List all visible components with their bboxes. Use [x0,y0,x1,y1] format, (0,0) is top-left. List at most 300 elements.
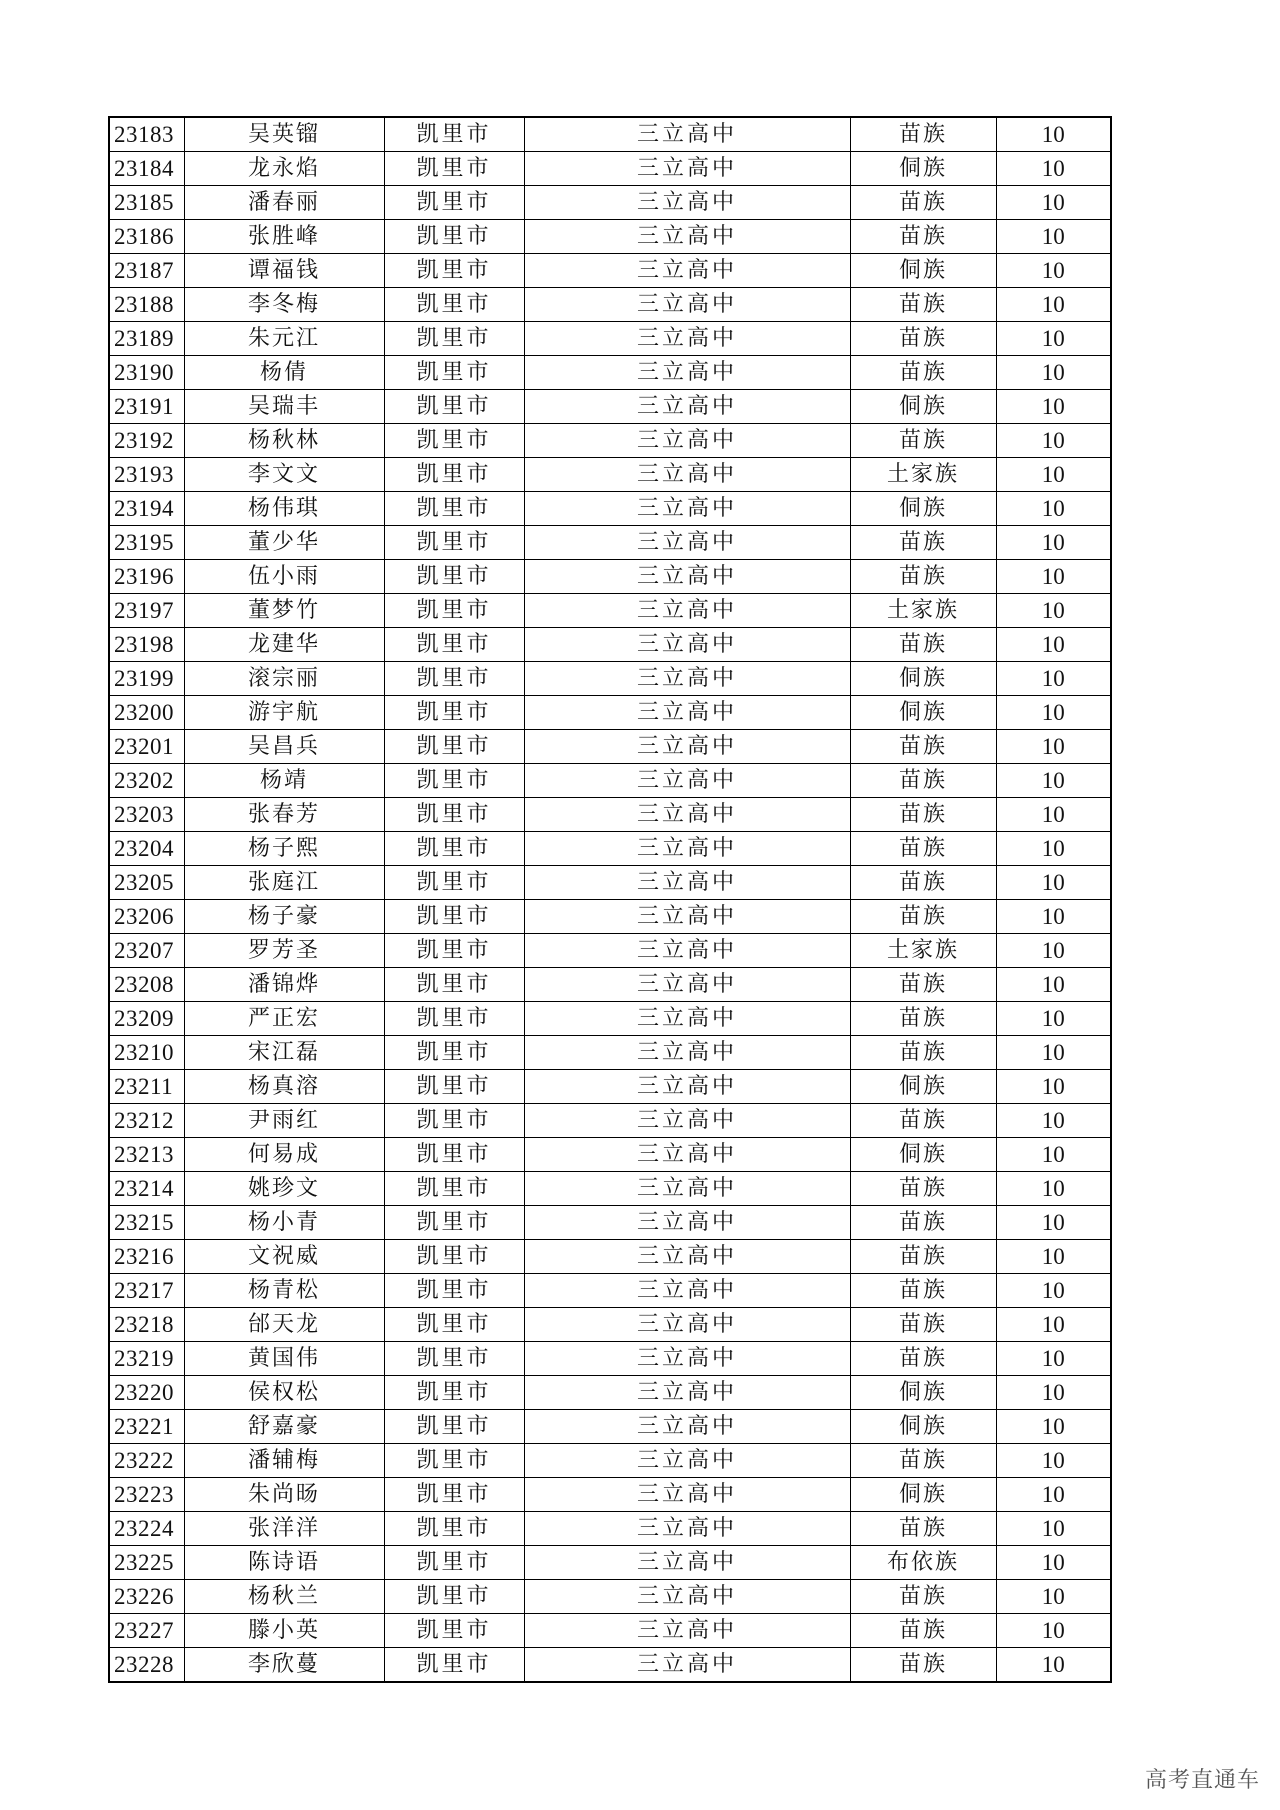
cell-city: 凯里市 [384,1104,524,1138]
cell-score: 10 [996,1410,1111,1444]
cell-id: 23221 [109,1410,184,1444]
cell-school: 三立高中 [524,1648,850,1683]
cell-id: 23208 [109,968,184,1002]
cell-city: 凯里市 [384,254,524,288]
cell-score: 10 [996,152,1111,186]
cell-score: 10 [996,968,1111,1002]
cell-score: 10 [996,424,1111,458]
table-row [109,594,1111,628]
cell-name: 张胜峰 [184,220,384,254]
cell-ethnicity: 苗族 [850,866,996,900]
cell-school: 三立高中 [524,1002,850,1036]
cell-id: 23192 [109,424,184,458]
cell-ethnicity: 苗族 [850,117,996,152]
cell-city: 凯里市 [384,492,524,526]
cell-school: 三立高中 [524,1546,850,1580]
cell-score: 10 [996,1648,1111,1683]
cell-school: 三立高中 [524,356,850,390]
cell-city: 凯里市 [384,1580,524,1614]
table-row [109,730,1111,764]
cell-school: 三立高中 [524,424,850,458]
table-row [109,288,1111,322]
cell-id: 23227 [109,1614,184,1648]
table-row [109,458,1111,492]
cell-name: 罗芳圣 [184,934,384,968]
table-row [109,1376,1111,1410]
cell-ethnicity: 苗族 [850,1104,996,1138]
cell-school: 三立高中 [524,390,850,424]
table-row [109,1240,1111,1274]
cell-name: 李文文 [184,458,384,492]
cell-school: 三立高中 [524,900,850,934]
cell-id: 23216 [109,1240,184,1274]
cell-score: 10 [996,288,1111,322]
cell-score: 10 [996,730,1111,764]
cell-name: 滕小英 [184,1614,384,1648]
table-row [109,1036,1111,1070]
cell-name: 杨靖 [184,764,384,798]
table-row [109,390,1111,424]
table-row [109,1070,1111,1104]
cell-school: 三立高中 [524,1410,850,1444]
cell-school: 三立高中 [524,492,850,526]
cell-score: 10 [996,628,1111,662]
cell-school: 三立高中 [524,560,850,594]
cell-ethnicity: 苗族 [850,628,996,662]
cell-name: 朱尚旸 [184,1478,384,1512]
cell-ethnicity: 侗族 [850,152,996,186]
table-row [109,1614,1111,1648]
cell-name: 伍小雨 [184,560,384,594]
cell-ethnicity: 侗族 [850,1070,996,1104]
cell-school: 三立高中 [524,1478,850,1512]
table-row [109,1580,1111,1614]
cell-school: 三立高中 [524,1274,850,1308]
cell-school: 三立高中 [524,254,850,288]
cell-school: 三立高中 [524,288,850,322]
cell-ethnicity: 苗族 [850,900,996,934]
cell-id: 23198 [109,628,184,662]
table-row [109,1002,1111,1036]
cell-score: 10 [996,322,1111,356]
table-row [109,628,1111,662]
table-row [109,696,1111,730]
cell-ethnicity: 土家族 [850,934,996,968]
cell-ethnicity: 苗族 [850,220,996,254]
cell-school: 三立高中 [524,117,850,152]
table-row [109,117,1111,152]
cell-school: 三立高中 [524,1308,850,1342]
cell-name: 游宇航 [184,696,384,730]
cell-city: 凯里市 [384,1002,524,1036]
cell-school: 三立高中 [524,832,850,866]
table-row [109,1104,1111,1138]
cell-city: 凯里市 [384,764,524,798]
cell-id: 23209 [109,1002,184,1036]
table-row [109,1478,1111,1512]
table-row [109,968,1111,1002]
cell-name: 杨倩 [184,356,384,390]
cell-score: 10 [996,1002,1111,1036]
cell-id: 23206 [109,900,184,934]
cell-name: 杨青松 [184,1274,384,1308]
cell-name: 何易成 [184,1138,384,1172]
cell-score: 10 [996,356,1111,390]
cell-score: 10 [996,1070,1111,1104]
cell-school: 三立高中 [524,1614,850,1648]
cell-school: 三立高中 [524,1070,850,1104]
cell-ethnicity: 侗族 [850,1410,996,1444]
cell-city: 凯里市 [384,1478,524,1512]
cell-city: 凯里市 [384,1410,524,1444]
cell-school: 三立高中 [524,1036,850,1070]
cell-ethnicity: 苗族 [850,1002,996,1036]
cell-score: 10 [996,764,1111,798]
cell-score: 10 [996,1614,1111,1648]
cell-school: 三立高中 [524,1444,850,1478]
cell-ethnicity: 侗族 [850,1138,996,1172]
cell-city: 凯里市 [384,1546,524,1580]
cell-name: 文祝威 [184,1240,384,1274]
cell-score: 10 [996,1036,1111,1070]
cell-id: 23210 [109,1036,184,1070]
cell-city: 凯里市 [384,152,524,186]
cell-name: 李冬梅 [184,288,384,322]
cell-city: 凯里市 [384,832,524,866]
table-row [109,900,1111,934]
cell-city: 凯里市 [384,560,524,594]
cell-ethnicity: 苗族 [850,764,996,798]
cell-name: 陈诗语 [184,1546,384,1580]
cell-score: 10 [996,696,1111,730]
cell-name: 张洋洋 [184,1512,384,1546]
cell-city: 凯里市 [384,322,524,356]
cell-ethnicity: 苗族 [850,968,996,1002]
cell-score: 10 [996,934,1111,968]
cell-city: 凯里市 [384,934,524,968]
table-row [109,526,1111,560]
cell-id: 23204 [109,832,184,866]
cell-id: 23205 [109,866,184,900]
cell-city: 凯里市 [384,594,524,628]
cell-score: 10 [996,832,1111,866]
cell-score: 10 [996,1444,1111,1478]
cell-id: 23202 [109,764,184,798]
cell-score: 10 [996,1376,1111,1410]
cell-school: 三立高中 [524,1342,850,1376]
cell-city: 凯里市 [384,1070,524,1104]
cell-score: 10 [996,1138,1111,1172]
cell-ethnicity: 苗族 [850,798,996,832]
table-row [109,1546,1111,1580]
table-row [109,424,1111,458]
cell-score: 10 [996,220,1111,254]
cell-score: 10 [996,1240,1111,1274]
cell-score: 10 [996,186,1111,220]
table-row [109,186,1111,220]
table-row [109,1308,1111,1342]
table-row [109,832,1111,866]
cell-id: 23196 [109,560,184,594]
cell-id: 23225 [109,1546,184,1580]
cell-ethnicity: 苗族 [850,1172,996,1206]
cell-name: 侯权松 [184,1376,384,1410]
cell-school: 三立高中 [524,152,850,186]
cell-id: 23219 [109,1342,184,1376]
table-row [109,1648,1111,1683]
cell-name: 龙建华 [184,628,384,662]
cell-name: 舒嘉豪 [184,1410,384,1444]
table-row [109,798,1111,832]
cell-name: 潘辅梅 [184,1444,384,1478]
cell-score: 10 [996,662,1111,696]
cell-city: 凯里市 [384,730,524,764]
table-row [109,492,1111,526]
cell-school: 三立高中 [524,730,850,764]
cell-score: 10 [996,254,1111,288]
cell-score: 10 [996,798,1111,832]
cell-ethnicity: 土家族 [850,594,996,628]
cell-id: 23213 [109,1138,184,1172]
cell-school: 三立高中 [524,798,850,832]
cell-id: 23190 [109,356,184,390]
cell-name: 潘春丽 [184,186,384,220]
cell-name: 杨真溶 [184,1070,384,1104]
table-row [109,764,1111,798]
cell-id: 23187 [109,254,184,288]
cell-school: 三立高中 [524,594,850,628]
cell-ethnicity: 苗族 [850,1206,996,1240]
cell-ethnicity: 侗族 [850,254,996,288]
cell-id: 23183 [109,117,184,152]
table-row [109,866,1111,900]
cell-name: 杨伟琪 [184,492,384,526]
table-row [109,662,1111,696]
cell-city: 凯里市 [384,662,524,696]
cell-city: 凯里市 [384,1138,524,1172]
cell-id: 23215 [109,1206,184,1240]
cell-id: 23220 [109,1376,184,1410]
cell-ethnicity: 苗族 [850,186,996,220]
cell-city: 凯里市 [384,798,524,832]
cell-ethnicity: 苗族 [850,1240,996,1274]
table-row [109,220,1111,254]
cell-id: 23186 [109,220,184,254]
cell-city: 凯里市 [384,1444,524,1478]
cell-name: 黄国伟 [184,1342,384,1376]
cell-school: 三立高中 [524,968,850,1002]
cell-id: 23200 [109,696,184,730]
cell-id: 23189 [109,322,184,356]
cell-city: 凯里市 [384,288,524,322]
table-row [109,1342,1111,1376]
cell-ethnicity: 苗族 [850,1274,996,1308]
cell-city: 凯里市 [384,1172,524,1206]
cell-id: 23214 [109,1172,184,1206]
cell-id: 23228 [109,1648,184,1683]
cell-name: 宋江磊 [184,1036,384,1070]
cell-name: 尹雨红 [184,1104,384,1138]
cell-id: 23193 [109,458,184,492]
cell-score: 10 [996,1512,1111,1546]
cell-city: 凯里市 [384,117,524,152]
table-row [109,1274,1111,1308]
table-row [109,1206,1111,1240]
cell-name: 吴昌兵 [184,730,384,764]
cell-score: 10 [996,1104,1111,1138]
table-row [109,1172,1111,1206]
table-row [109,1138,1111,1172]
cell-ethnicity: 苗族 [850,832,996,866]
cell-city: 凯里市 [384,1614,524,1648]
watermark-text: 高考直通车 [1144,1768,1260,1793]
cell-school: 三立高中 [524,1240,850,1274]
cell-city: 凯里市 [384,390,524,424]
cell-ethnicity: 苗族 [850,288,996,322]
table-row [109,934,1111,968]
cell-score: 10 [996,1478,1111,1512]
cell-ethnicity: 苗族 [850,1580,996,1614]
cell-city: 凯里市 [384,696,524,730]
cell-city: 凯里市 [384,526,524,560]
cell-score: 10 [996,1308,1111,1342]
cell-school: 三立高中 [524,764,850,798]
cell-score: 10 [996,390,1111,424]
cell-ethnicity: 苗族 [850,1512,996,1546]
cell-id: 23207 [109,934,184,968]
cell-ethnicity: 苗族 [850,1308,996,1342]
cell-id: 23199 [109,662,184,696]
cell-name: 杨子熙 [184,832,384,866]
cell-score: 10 [996,900,1111,934]
cell-city: 凯里市 [384,1308,524,1342]
cell-school: 三立高中 [524,1512,850,1546]
cell-score: 10 [996,1546,1111,1580]
cell-name: 杨秋林 [184,424,384,458]
cell-name: 杨小青 [184,1206,384,1240]
cell-ethnicity: 侗族 [850,696,996,730]
table-row [109,1444,1111,1478]
cell-ethnicity: 苗族 [850,1614,996,1648]
cell-school: 三立高中 [524,696,850,730]
cell-ethnicity: 苗族 [850,1342,996,1376]
cell-id: 23191 [109,390,184,424]
cell-name: 滚宗丽 [184,662,384,696]
cell-school: 三立高中 [524,322,850,356]
cell-school: 三立高中 [524,934,850,968]
cell-ethnicity: 苗族 [850,1036,996,1070]
cell-id: 23212 [109,1104,184,1138]
cell-id: 23218 [109,1308,184,1342]
roster-body [109,117,1111,1682]
cell-name: 谭福钱 [184,254,384,288]
cell-city: 凯里市 [384,356,524,390]
cell-name: 张庭江 [184,866,384,900]
cell-city: 凯里市 [384,186,524,220]
cell-school: 三立高中 [524,866,850,900]
cell-ethnicity: 侗族 [850,492,996,526]
cell-id: 23184 [109,152,184,186]
cell-school: 三立高中 [524,1104,850,1138]
cell-ethnicity: 苗族 [850,1444,996,1478]
cell-ethnicity: 苗族 [850,424,996,458]
cell-ethnicity: 苗族 [850,526,996,560]
cell-name: 杨秋兰 [184,1580,384,1614]
table-row [109,356,1111,390]
cell-city: 凯里市 [384,458,524,492]
cell-name: 严正宏 [184,1002,384,1036]
table-row [109,254,1111,288]
cell-name: 龙永焰 [184,152,384,186]
cell-score: 10 [996,1342,1111,1376]
cell-id: 23217 [109,1274,184,1308]
cell-name: 李欣蔓 [184,1648,384,1683]
cell-id: 23188 [109,288,184,322]
cell-score: 10 [996,866,1111,900]
cell-city: 凯里市 [384,1512,524,1546]
cell-city: 凯里市 [384,900,524,934]
cell-score: 10 [996,492,1111,526]
cell-name: 潘锦烨 [184,968,384,1002]
cell-score: 10 [996,1580,1111,1614]
cell-ethnicity: 侗族 [850,1376,996,1410]
cell-school: 三立高中 [524,662,850,696]
cell-id: 23222 [109,1444,184,1478]
cell-id: 23201 [109,730,184,764]
table-row [109,1410,1111,1444]
cell-city: 凯里市 [384,1376,524,1410]
cell-school: 三立高中 [524,1138,850,1172]
cell-id: 23203 [109,798,184,832]
table-row [109,152,1111,186]
cell-city: 凯里市 [384,1648,524,1683]
cell-id: 23211 [109,1070,184,1104]
cell-name: 张春芳 [184,798,384,832]
cell-name: 吴英镏 [184,117,384,152]
cell-id: 23185 [109,186,184,220]
cell-score: 10 [996,526,1111,560]
cell-school: 三立高中 [524,628,850,662]
cell-name: 董梦竹 [184,594,384,628]
cell-city: 凯里市 [384,1240,524,1274]
cell-school: 三立高中 [524,1376,850,1410]
cell-city: 凯里市 [384,220,524,254]
cell-score: 10 [996,1274,1111,1308]
table-row [109,560,1111,594]
cell-school: 三立高中 [524,526,850,560]
cell-ethnicity: 侗族 [850,390,996,424]
cell-city: 凯里市 [384,1206,524,1240]
cell-score: 10 [996,594,1111,628]
cell-city: 凯里市 [384,968,524,1002]
cell-city: 凯里市 [384,1036,524,1070]
cell-ethnicity: 苗族 [850,1648,996,1683]
cell-school: 三立高中 [524,186,850,220]
cell-id: 23197 [109,594,184,628]
cell-ethnicity: 苗族 [850,560,996,594]
cell-id: 23224 [109,1512,184,1546]
cell-city: 凯里市 [384,628,524,662]
cell-score: 10 [996,458,1111,492]
cell-ethnicity: 苗族 [850,322,996,356]
cell-name: 邰天龙 [184,1308,384,1342]
cell-ethnicity: 苗族 [850,356,996,390]
cell-score: 10 [996,560,1111,594]
cell-school: 三立高中 [524,458,850,492]
cell-school: 三立高中 [524,1172,850,1206]
cell-ethnicity: 侗族 [850,1478,996,1512]
cell-ethnicity: 布依族 [850,1546,996,1580]
